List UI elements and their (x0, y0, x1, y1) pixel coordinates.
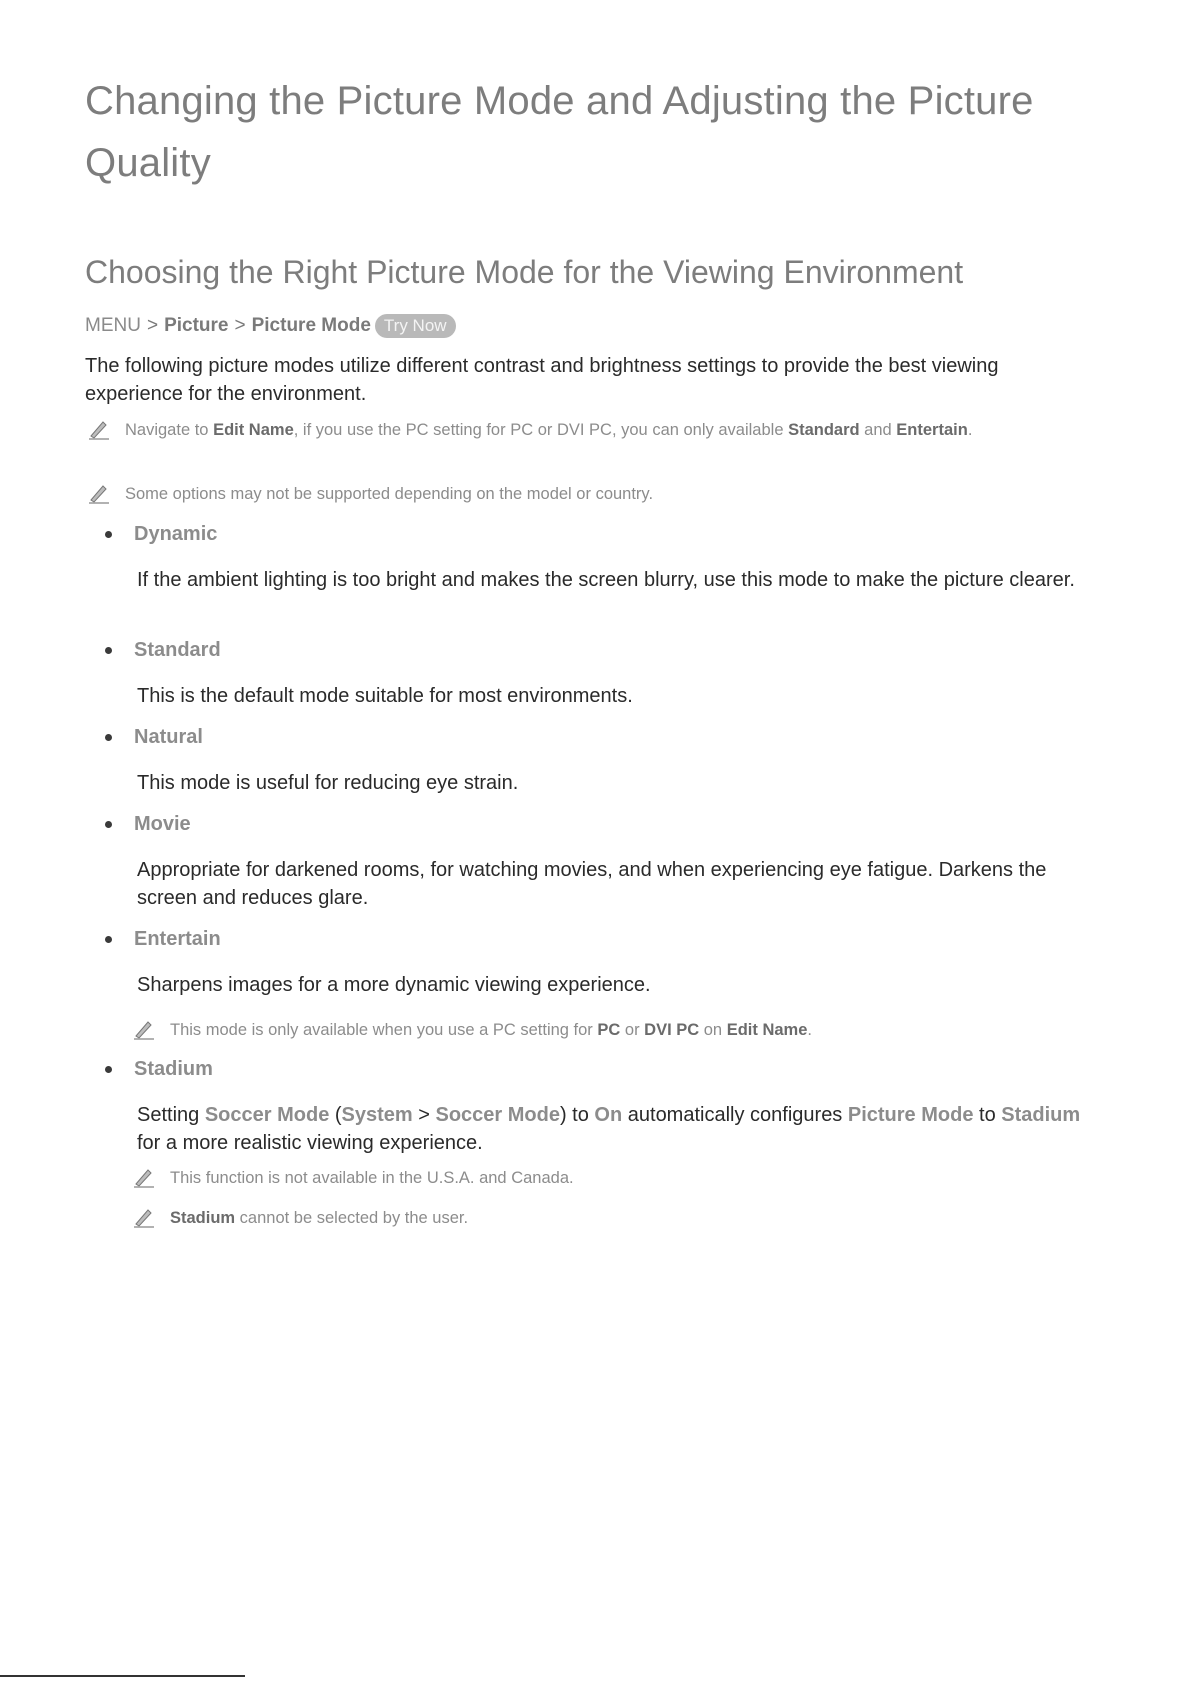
setting-soccer-mode: Soccer Mode (435, 1104, 560, 1126)
note-stadium-region (130, 1166, 574, 1191)
pencil-note-icon (130, 1206, 156, 1228)
note-text: , if you use the PC setting for PC or DVI PC, you can only available (293, 421, 789, 439)
note-text: or (620, 1021, 645, 1039)
mode-term: Entertain (134, 928, 221, 950)
desc-text: ) to (559, 1104, 595, 1126)
breadcrumb-separator: > (146, 315, 159, 336)
desc-text: ( (329, 1104, 342, 1126)
breadcrumb (85, 314, 456, 338)
bullet-dot (105, 647, 112, 654)
mode-description: This is the default mode suitable for most environments. (137, 685, 633, 707)
mode-term: Movie (134, 813, 191, 835)
manual-page (85, 70, 1115, 1227)
note-bold-dvi-pc: DVI PC (644, 1021, 700, 1039)
bullet-dot (105, 734, 112, 741)
note-text: . (807, 1021, 812, 1039)
mode-description: This mode is useful for reducing eye strain. (137, 772, 519, 794)
mode-description: Sharpens images for a more dynamic viewing experience. (137, 974, 651, 996)
note-text: . (967, 421, 973, 439)
note-text: This mode is only available when you use a PC setting for (170, 1021, 598, 1039)
footer-rule (0, 1675, 245, 1677)
bullet-dot (105, 821, 112, 828)
breadcrumb-picture-mode: Picture Mode (251, 315, 371, 336)
bullet-dot (105, 1066, 112, 1073)
pencil-note-icon (85, 418, 111, 440)
setting-soccer-mode: Soccer Mode (204, 1104, 330, 1126)
list-item-natural (85, 726, 203, 749)
desc-text: Setting (137, 1104, 205, 1126)
setting-system: System (341, 1104, 413, 1126)
desc-text: > (412, 1104, 436, 1126)
mode-description (137, 1101, 1097, 1157)
note-bold-standard: Standard (788, 421, 860, 439)
mode-description: Appropriate for darkened rooms, for watching movies, and when experiencing eye fatigue. Darkens the screen and reduces glare. (137, 859, 1047, 909)
try-now-button[interactable]: Try Now (375, 314, 456, 338)
page-title: Changing the Picture Mode and Adjusting the Picture Quality (85, 79, 1034, 185)
mode-term: Natural (134, 726, 203, 748)
list-item-standard (85, 639, 221, 662)
note-text: cannot be selected by the user. (235, 1209, 469, 1227)
note-text: Some options may not be supported depending on the model or country. (125, 485, 654, 503)
note-options (85, 482, 653, 507)
note-bold-entertain: Entertain (896, 421, 968, 439)
desc-text: automatically configures (622, 1104, 848, 1126)
mode-term: Standard (134, 639, 221, 661)
note-text: on (699, 1021, 727, 1039)
note-text: This function is not available in the U.S.A. and Canada. (170, 1169, 574, 1187)
note-edit-name (85, 418, 1085, 443)
menu-label: MENU (85, 315, 141, 336)
setting-picture-mode: Picture Mode (847, 1104, 974, 1126)
list-item-stadium (85, 1058, 213, 1081)
note-bold-stadium: Stadium (170, 1209, 236, 1227)
setting-on: On (594, 1104, 623, 1126)
note-text: Navigate to (125, 421, 214, 439)
breadcrumb-picture: Picture (164, 315, 229, 336)
note-stadium-user (130, 1206, 468, 1231)
bullet-dot (105, 936, 112, 943)
desc-text: for a more realistic viewing experience. (137, 1132, 483, 1154)
note-bold-pc: PC (597, 1021, 621, 1039)
pencil-note-icon (85, 482, 111, 504)
pencil-note-icon (130, 1018, 156, 1040)
setting-stadium: Stadium (1001, 1104, 1081, 1126)
desc-text: to (973, 1104, 1002, 1126)
mode-term: Stadium (134, 1058, 213, 1080)
intro-paragraph: The following picture modes utilize different contrast and brightness settings to provide the best viewing experience for the environment. (85, 355, 999, 405)
list-item-movie (85, 813, 191, 836)
mode-term: Dynamic (134, 523, 218, 545)
list-item-dynamic (85, 523, 217, 546)
note-bold-edit-name: Edit Name (213, 421, 294, 439)
bullet-dot (105, 531, 112, 538)
mode-description: If the ambient lighting is too bright and makes the screen blurry, use this mode to make the picture clearer. (137, 569, 1075, 591)
section-title: Choosing the Right Picture Mode for the Viewing Environment (85, 254, 964, 290)
list-item-entertain (85, 928, 221, 951)
note-entertain (130, 1018, 812, 1043)
breadcrumb-separator: > (234, 315, 246, 336)
pencil-note-icon (130, 1166, 156, 1188)
note-text: and (859, 421, 897, 439)
note-bold-edit-name: Edit Name (726, 1021, 808, 1039)
